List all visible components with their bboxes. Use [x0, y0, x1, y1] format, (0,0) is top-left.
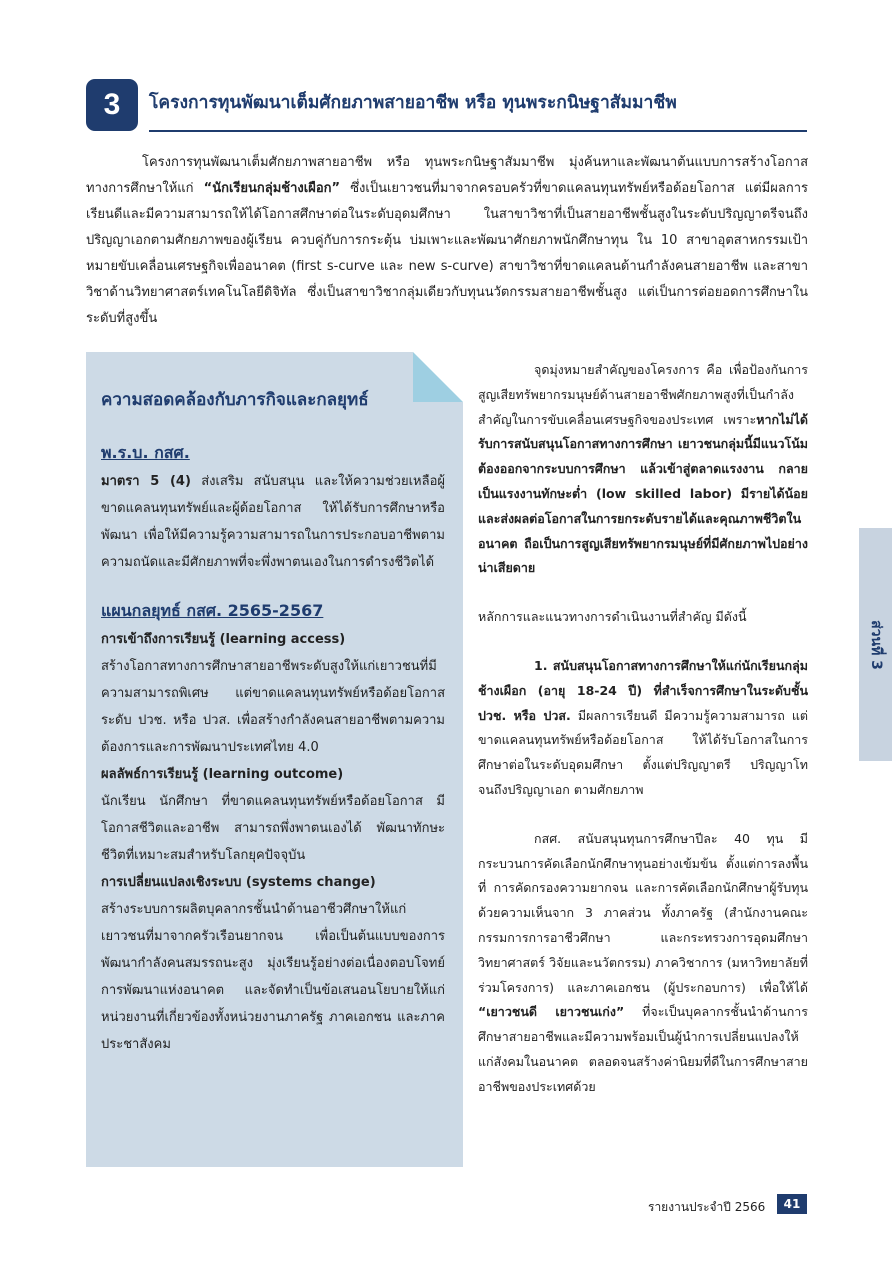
act-paragraph	[101, 468, 445, 576]
title-underline	[149, 130, 807, 132]
intro-text-2: ซึ่งเป็นเยาวชนที่มาจากครอบครัวที่ขาดแคลนทุนทรัพย์หรือด้อยโอกาส แต่มีผลการเรียนดีและมีความสามารถให้ได้โอกาสศึกษาต่อในระดับอุดมศึกษา ในสาขาวิชาที่เป็นสายอาชีพชั้นสูงในระดับปริญญาตรีจนถึงปริญญาเอกตามศักยภาพของผู้เรียน ควบคู่กับการกระตุ้น บ่มเพาะและพัฒนาศักยภาพนักศึกษาทุน ใน 10 สาขาอุตสาหกรรมเป้าหมายขับเคลื่อนเศรษฐกิจเพื่ออนาคต (first s-curve และ new s-curve) สาขาวิชาที่ขาดแคลนด้านกำลังคนสายอาชีพ และสาขาวิชาด้านวิทยาศาสตร์เทคโนโลยีดิจิทัล ซึ่งเป็นสาขาวิชากลุ่มเดียวกับทุนนวัตกรรมสายอาชีพชั้นสูง แต่เป็นการต่อยอดการศึกษาในระดับที่สูงขึ้น	[86, 181, 808, 326]
section-number-badge: 3	[86, 79, 138, 131]
scholarship-highlight: “เยาวชนดี เยาวชนเก่ง”	[478, 1004, 625, 1020]
principles-intro: หลักการและแนวทางการดำเนินงานที่สำคัญ มีดังนี้	[478, 609, 747, 625]
systems-change-text: สร้างระบบการผลิตบุคลากรชั้นนำด้านอาชีวศึกษาให้แก่เยาวชนที่มาจากครัวเรือนยากจน เพื่อเป็นต้นแบบของการพัฒนากำลังคนสมรรถนะสูง มุ่งเรียนรู้อย่างต่อเนื่องตอบโจทย์การพัฒนาแห่งอนาคต และจัดทำเป็นข้อเสนอนโยบายให้แก่หน่วยงานที่เกี่ยวข้องทั้งหน่วยงานภาครัฐ ภาคเอกชน และภาคประชาสังคม	[101, 902, 445, 1052]
box-folded-corner	[413, 352, 463, 402]
right-column	[478, 358, 808, 1100]
intro-text-1: โครงการทุนพัฒนาเต็มศักยภาพสายอาชีพ หรือ ทุนพระกนิษฐาสัมมาชีพ มุ่งค้นหาและพัฒนาต้นแบบการสร้างโอกาสทางการศึกษาให้แก่	[86, 155, 808, 196]
goal-paragraph	[478, 358, 808, 581]
principle-item-1	[478, 654, 808, 803]
principle-item-1-title: 1. สนับสนุนโอกาสทางการศึกษาให้แก่นักเรียนกลุ่มช้างเผือก (อายุ 18-24 ปี) ที่สำเร็จการศึกษาในระดับชั้น ปวช. หรือ ปวส.	[478, 657, 808, 723]
learning-access-text: สร้างโอกาสทางการศึกษาสายอาชีพระดับสูงให้แก่เยาวชนที่มีความสามารถพิเศษ แต่ขาดแคลนทุนทรัพย์หรือด้อยโอกาสระดับ ปวช. หรือ ปวส. เพื่อสร้างกำลังคนสายอาชีพตามความต้องการและการพัฒนาประเทศไทย 4.0	[101, 659, 445, 755]
act-section-label: มาตรา 5 (4)	[101, 474, 191, 489]
scholarship-text-2: ที่จะเป็นบุคลากรชั้นนำด้านการศึกษาสายอาชีพและมีความพร้อมเป็นผู้นำการเปลี่ยนแปลงให้แก่สังคมในอนาคต ตลอดจนสร้างค่านิยมที่ดีในการศึกษาสายอาชีพของประเทศด้วย	[478, 1004, 809, 1094]
strategy-heading: แผนกลยุทธ์ กสศ. 2565-2567	[101, 601, 324, 620]
section-title: โครงการทุนพัฒนาเต็มศักยภาพสายอาชีพ หรือ ทุนพระกนิษฐาสัมมาชีพ	[149, 93, 677, 113]
learning-access-heading: การเข้าถึงการเรียนรู้ (learning access)	[101, 632, 346, 647]
goal-highlight: หากไม่ได้รับการสนับสนุนโอกาสทางการศึกษา เยาวชนกลุ่มนี้มีแนวโน้มต้องออกจากระบบการศึกษา แล้วเข้าสู่ตลาดแรงงาน กลายเป็นแรงงานทักษะต่ำ (low skilled labor) มีรายได้น้อย และส่งผลต่อโอกาสในการยกระดับรายได้และคุณภาพชีวิตในอนาคต ถือเป็นการสูญเสียทรัพยากรมนุษย์ที่มีศักยภาพไปอย่างน่าเสียดาย	[478, 411, 808, 576]
intro-highlight: “นักเรียนกลุ่มช้างเผือก”	[203, 181, 341, 196]
intro-paragraph	[86, 150, 808, 332]
scholarship-paragraph	[478, 827, 808, 1100]
alignment-box-content	[101, 438, 445, 1058]
part-side-tab	[859, 528, 892, 761]
learning-outcome-text: นักเรียน นักศึกษา ที่ขาดแคลนทุนทรัพย์หรือด้อยโอกาส มีโอกาสชีวิตและอาชีพ สามารถพึ่งพาตนเองได้ พัฒนาทักษะชีวิตที่เหมาะสมสำหรับโลกยุคปัจจุบัน	[101, 794, 445, 863]
act-heading: พ.ร.บ. กสศ.	[101, 443, 190, 462]
page-number: 41	[777, 1194, 807, 1214]
act-text: ส่งเสริม สนับสนุน และให้ความช่วยเหลือผู้ขาดแคลนทุนทรัพย์และผู้ด้อยโอกาส ให้ได้รับการศึกษาหรือพัฒนา เพื่อให้มีความรู้ความสามารถในการประกอบอาชีพตามความถนัดและมีศักยภาพที่จะพึ่งพาตนเองในการดำรงชีวิตได้	[101, 474, 445, 570]
scholarship-text: กสศ. สนับสนุนทุนการศึกษาปีละ 40 ทุน มีกระบวนการคัดเลือกนักศึกษาทุนอย่างเข้มข้น ตั้งแต่การลงพื้นที่ การคัดกรองความยากจน และการคัดเลือกนักศึกษาผู้รับทุน ด้วยความเห็นจาก 3 ภาคส่วน ทั้งภาครัฐ (สำนักงานคณะกรรมการการอาชีวศึกษา และกระทรวงการอุดมศึกษา วิทยาศาสตร์ วิจัยและนวัตกรรม) ภาควิชาการ (มหาวิทยาลัยที่ร่วมโครงการ) และภาคเอกชน (ผู้ประกอบการ) เพื่อให้ได้	[478, 830, 808, 995]
part-side-tab-label: ส่วนที่ 3	[867, 619, 884, 670]
footer-report-title: รายงานประจำปี 2566	[648, 1200, 766, 1214]
principle-item-1-text: มีผลการเรียนดี มีความรู้ความสามารถ แต่ขาดแคลนทุนทรัพย์หรือด้อยโอกาส ให้ได้รับโอกาสในการศึกษาต่อในระดับอุดมศึกษา ตั้งแต่ปริญญาตรี ปริญญาโท จนถึงปริญญาเอก ตามศักยภาพ	[478, 707, 809, 797]
alignment-box-heading: ความสอดคล้องกับภารกิจและกลยุทธ์	[101, 390, 369, 410]
systems-change-heading: การเปลี่ยนแปลงเชิงระบบ (systems change)	[101, 875, 376, 890]
learning-outcome-heading: ผลลัพธ์การเรียนรู้ (learning outcome)	[101, 767, 344, 782]
goal-text: จุดมุ่งหมายสำคัญของโครงการ คือ เพื่อป้องกันการสูญเสียทรัพยากรมนุษย์ด้านสายอาชีพศักยภาพสูงที่เป็นกำลังสำคัญในการขับเคลื่อนเศรษฐกิจของประเทศ เพราะ	[478, 362, 808, 427]
